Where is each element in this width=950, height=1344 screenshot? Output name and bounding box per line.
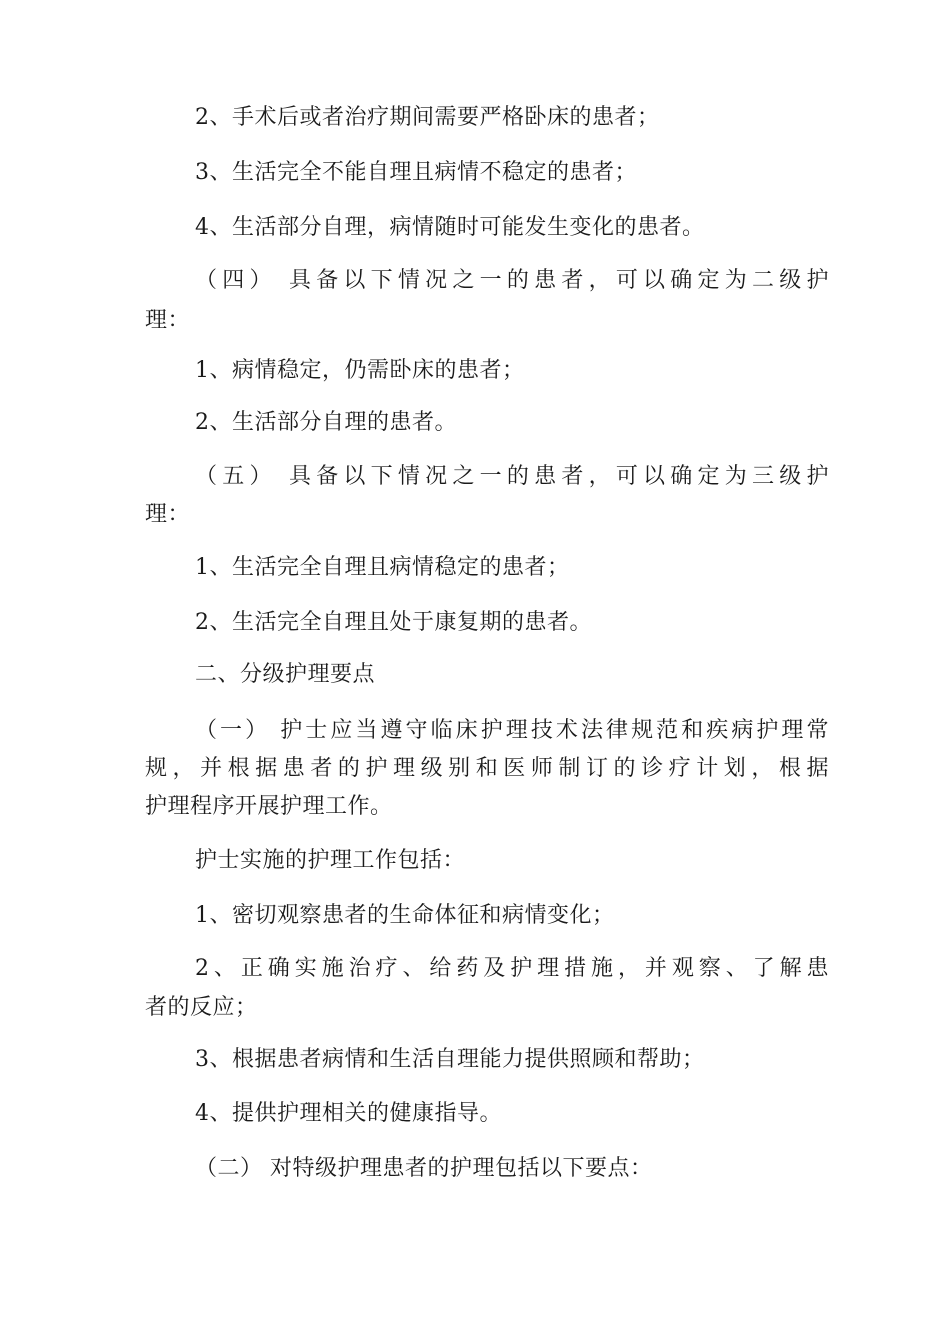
text-line: （五） 具备以下情况之一的患者，可以确定为三级护 (195, 464, 829, 489)
text-line: 2、手术后或者治疗期间需要严格卧床的患者； (195, 105, 660, 130)
text-line: 理： (145, 502, 191, 527)
text-line: （四） 具备以下情况之一的患者，可以确定为二级护 (195, 268, 829, 293)
text-line: 2、正确实施治疗、给药及护理措施，并观察、了解患 (195, 956, 829, 981)
text-line: 1、密切观察患者的生命体征和病情变化； (195, 903, 615, 928)
section-heading: 二、分级护理要点 (195, 662, 376, 687)
text-line: 2、生活部分自理的患者。 (195, 410, 457, 435)
text-line: 护理程序开展护理工作。 (145, 794, 393, 819)
text-line: 者的反应； (145, 995, 258, 1020)
text-line: 1、病情稳定，仍需卧床的患者； (195, 358, 525, 383)
text-line: 4、提供护理相关的健康指导。 (195, 1101, 502, 1126)
text-line: （二） 对特级护理患者的护理包括以下要点： (195, 1156, 653, 1181)
text-line: 护士实施的护理工作包括： (195, 848, 466, 873)
text-line: 规，并根据患者的护理级别和医师制订的诊疗计划，根据 (145, 756, 829, 781)
text-line: 2、生活完全自理且处于康复期的患者。 (195, 610, 592, 635)
text-line: 3、生活完全不能自理且病情不稳定的患者； (195, 160, 637, 185)
text-line: 理： (145, 308, 191, 333)
text-line: 4、生活部分自理，病情随时可能发生变化的患者。 (195, 215, 705, 240)
text-line: 3、根据患者病情和生活自理能力提供照顾和帮助； (195, 1047, 705, 1072)
text-line: 1、生活完全自理且病情稳定的患者； (195, 555, 570, 580)
text-line: （一） 护士应当遵守临床护理技术法律规范和疾病护理常 (195, 718, 829, 743)
